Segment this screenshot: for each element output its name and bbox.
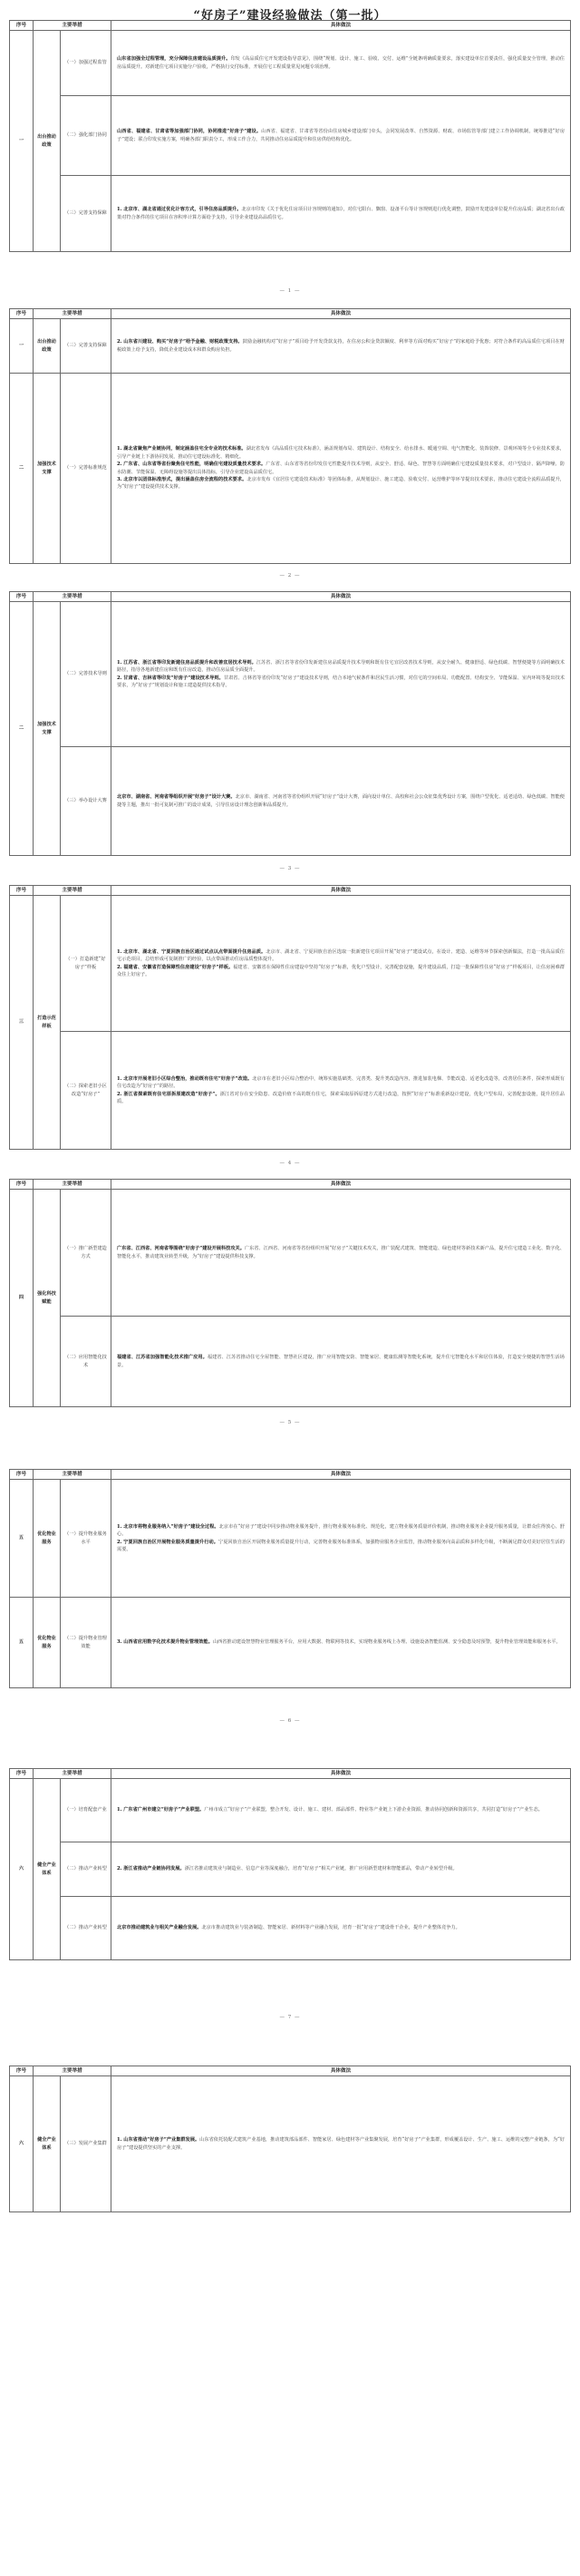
seq-cell: 三 xyxy=(10,896,34,1150)
practice-body: 北京市在“好房子”建设中同步推动物业服务提升，推行物业服务标准化、规范化，建立物业服务质量评价机制，推动物业服务企业提升服务质量，让群众住得放心、舒心。 xyxy=(117,1523,565,1538)
category-cell: 加强技术支撑 xyxy=(34,374,61,564)
practice-cell xyxy=(111,1317,571,1407)
practice-lead: 山西省、福建省、甘肃省等加强部门协同，协同推进“好房子”建设。 xyxy=(117,129,262,135)
practice-body: 广州市成立“好房子”产业联盟，整合开发、设计、施工、建材、部品部件、物业等产业链上下游企业资源，推动协同创新和资源共享，共同打造“好房子”产业生态。 xyxy=(204,1807,543,1813)
measure-cell: （二）提升物业管理效能 xyxy=(61,1598,111,1688)
practice-table xyxy=(9,885,571,1150)
header-practice: 具体做法 xyxy=(111,1470,571,1480)
header-seq: 序号 xyxy=(10,1180,34,1190)
seq-cell: 一 xyxy=(10,319,34,374)
page-number: — 4 — xyxy=(279,1161,301,1166)
practice-cell xyxy=(111,1598,571,1688)
practice-lead: 1. 广东省广州市建立“好房子”产业联盟。 xyxy=(117,1807,205,1813)
practice-cell xyxy=(111,1032,571,1150)
practice-lead: 1. 北京市、湖北省通过优化计容方式，引导住房品质提升。 xyxy=(117,207,242,213)
measure-cell: （二）探索老旧小区改造“好房子” xyxy=(61,1032,111,1150)
category-cell: 强化科技赋能 xyxy=(34,1190,61,1407)
page-4 xyxy=(9,885,571,1150)
seq-cell: 一 xyxy=(10,31,34,252)
practice-lead: 北京市、湖南省、河南省等组织开展“好房子”设计大赛。 xyxy=(117,794,236,801)
measure-cell: （一）提升物业服务水平 xyxy=(61,1480,111,1598)
seq-cell: 四 xyxy=(10,1190,34,1407)
practice-lead: 山东省加强全过程管理，充分保障住房建设品质提升。 xyxy=(117,56,231,63)
page-8 xyxy=(9,2066,571,2212)
practice-cell xyxy=(111,2076,571,2212)
header-measure: 主要举措 xyxy=(34,21,111,31)
header-measure: 主要举措 xyxy=(34,309,111,319)
practice-body: 北京市发布《宜居住宅建设技术标准》等团体标准，从规划设计、施工建造、验收交付、运营维护等环节提出技术要求，推动住宅建设全流程品质提升，为“好房子”建设提供技术支撑。 xyxy=(117,476,565,491)
practice-lead: 2. 浙江省推动产业链协同发展。 xyxy=(117,1866,185,1872)
category-cell: 出台推动政策 xyxy=(34,31,61,252)
practice-lead: 1. 湖北省聚焦产业链协同，制定涵盖住宅全专业的技术标准。 xyxy=(117,446,246,452)
seq-cell: 二 xyxy=(10,602,34,856)
header-practice: 具体做法 xyxy=(111,1769,571,1779)
practice-lead: 3. 山西省应用数字化技术提升物业管理效能。 xyxy=(117,1639,213,1646)
practice-body: 北京市、湖南省、河南省等省份组织开展“好房子”设计大赛，面向设计单位、高校和社会公众征集优秀设计方案，围绕户型优化、适老适幼、绿色低碳、智能便捷等主题，推出一批可复制可推广的设计成果，引导住房设计理念创新和品质提升。 xyxy=(117,794,565,808)
header-practice: 具体做法 xyxy=(111,886,571,896)
measure-cell: （三）举办设计大赛 xyxy=(61,747,111,856)
practice-body: 鼓励金融机构对“好房子”项目给予开发贷款支持，在住房公积金贷款额度、利率等方面对购买“好房子”的家庭给予优惠；对符合条件的高品质住宅项目在财税政策上给予支持，降低企业建设成本和群众购房负担。 xyxy=(117,339,565,353)
header-practice: 具体做法 xyxy=(111,592,571,602)
practice-lead: 2. 浙江省探索既有住宅原拆原建改造“好房子”。 xyxy=(117,1091,220,1097)
practice-body: 山西省、福建省、甘肃省等省份由住房城乡建设部门牵头，会同发展改革、自然资源、财政、市场监管等部门建立工作协调机制，统筹推进“好房子”建设；联合印发实施方案，明确各部门职责分工，形成工作合力，共同推动住房品质提升和住房供给结构优化。 xyxy=(117,129,566,142)
practice-item xyxy=(117,1523,565,1539)
category-cell: 优化物业服务 xyxy=(34,1598,61,1688)
category-cell: 出台推动政策 xyxy=(34,319,61,374)
header-measure: 主要举措 xyxy=(34,1470,111,1480)
measure-cell: （一）推广新型建造方式 xyxy=(61,1190,111,1317)
page-2 xyxy=(9,308,571,564)
page-number: — 7 — xyxy=(279,2015,301,2020)
practice-cell xyxy=(111,96,571,176)
practice-body: 湖北省发布《高品质住宅技术标准》，涵盖规划布局、建筑设计、结构安全、给水排水、暖通空调、电气智能化、装饰装修、景观环境等全专业技术要求，引导产业链上下游协同发展，推动住宅建设标准化、精细化。 xyxy=(117,446,565,460)
header-measure: 主要举措 xyxy=(34,592,111,602)
measure-cell: （二）应用智能化技术 xyxy=(61,1317,111,1407)
practice-item xyxy=(117,964,565,979)
practice-lead: 1. 江苏省、浙江省等印发新建住房品质提升和改善宜居技术导则。 xyxy=(117,659,256,666)
practice-body: 江苏省、浙江省等省份印发新建住房品质提升技术导则和既有住宅宜居改善技术导则，从安全耐久、健康舒适、绿色低碳、智慧便捷等方面明确技术路径，指导各地新建住房和既有住房改造，推动住房品质全面提升。 xyxy=(117,659,565,674)
practice-lead: 1. 北京市、湖北省、宁夏回族自治区通过试点以点带面提升住房品质。 xyxy=(117,948,266,955)
practice-body: 甘肃省、吉林省等省份印发“好房子”建设技术导则，结合本地气候条件和居民生活习惯，对住宅的空间布局、功能配置、结构安全、节能保温、室内环境等提出技术要求，为“好房子”规划设计和施工建造提供技术指导。 xyxy=(117,675,565,688)
header-seq: 序号 xyxy=(10,309,34,319)
page-number: — 6 — xyxy=(279,1718,301,1724)
practice-lead: 2. 山东省川建设、购买“好房子”给予金融、财税政策支持。 xyxy=(117,339,243,345)
practice-body: 福建省、安徽省在保障性住房建设中坚持“好房子”标准，优化户型设计，完善配套设施，提升建设品质，打造一批保障性住房“好房子”样板项目，让住房困难群众住上好房子。 xyxy=(117,964,566,977)
document-title: “好房子”建设经验做法（第一批） xyxy=(193,9,387,23)
practice-body: 浙江省对存在安全隐患、改造价值不高的既有住宅，探索采取原拆原建方式进行改造，按照“好房子”标准重新设计建设，优化户型布局，完善配套设施，提升居住品质。 xyxy=(117,1091,565,1104)
practice-item xyxy=(117,461,565,476)
category-cell: 打造示范样板 xyxy=(34,896,61,1150)
practice-body: 福建省、江苏省推动住宅全屋智能、智慧社区建设，推广应用智能安防、智能家居、健康监测等智能化系统，提升住宅智能化水平和居住体验，打造安全便捷的智慧生活场景。 xyxy=(117,1355,565,1368)
page-number: — 3 — xyxy=(279,866,301,871)
seq-cell: 五 xyxy=(10,1480,34,1598)
practice-lead: 北京市推动建筑业与相关产业融合发展。 xyxy=(117,1925,202,1931)
measure-cell: （一）打造新建“好房子”样板 xyxy=(61,896,111,1032)
practice-table xyxy=(9,1768,571,1960)
practice-item xyxy=(117,1075,565,1091)
practice-table xyxy=(9,308,571,564)
seq-cell: 二 xyxy=(10,374,34,564)
seq-cell: 六 xyxy=(10,1779,34,1960)
page-1 xyxy=(9,20,571,292)
seq-cell: 六 xyxy=(10,2076,34,2212)
header-seq: 序号 xyxy=(10,886,34,896)
category-cell: 优化物业服务 xyxy=(34,1480,61,1598)
practice-cell xyxy=(111,747,571,856)
practice-item xyxy=(117,675,565,690)
header-practice: 具体做法 xyxy=(111,2066,571,2076)
practice-body: 北京市在老旧小区综合整治中，统筹实施基础类、完善类、提升类改造内容，推进加装电梯、节能改造、适老化改造等，改善居住条件，探索形成既有住宅改造为“好房子”的路径。 xyxy=(117,1075,565,1090)
page-number: — 2 — xyxy=(279,573,301,578)
header-measure: 主要举措 xyxy=(34,2066,111,2076)
practice-body: 北京市、湖北省、宁夏回族自治区选取一批新建住宅项目开展“好房子”建设试点，在设计、建造、运维等环节探索创新做法，打造一批高品质住宅示范项目，总结形成可复制推广的经验，以点带面推动住房品质整体提升。 xyxy=(117,948,565,963)
page-5 xyxy=(9,1179,571,1407)
header-practice: 具体做法 xyxy=(111,1180,571,1190)
practice-lead: 2. 广东省、山东省等省份聚焦住宅性能，明确住宅建设质量技术要求。 xyxy=(117,462,266,468)
category-cell: 健全产业体系 xyxy=(34,1779,61,1960)
measure-cell: （一）培育配套产业 xyxy=(61,1779,111,1842)
practice-lead: 1. 北京市开展老旧小区综合整治，推动既有住宅“好房子”改造。 xyxy=(117,1075,253,1082)
practice-body: 北京市印发《关于优化住房项目计容规则的通知》，对住宅阳台、飘窗、设备平台等计容规则进行优化调整，鼓励开发建设单位提升住房品质；湖北省出台政策对符合条件的住宅项目在容积率计算方面给予支持，引导企业建设高品质住宅。 xyxy=(117,207,565,220)
practice-item xyxy=(117,1091,565,1106)
practice-table xyxy=(9,1469,571,1688)
practice-cell xyxy=(111,176,571,252)
practice-cell xyxy=(111,31,571,96)
header-seq: 序号 xyxy=(10,1769,34,1779)
measure-cell: （二）推动产业转型 xyxy=(61,1897,111,1960)
practice-cell xyxy=(111,319,571,374)
practice-lead: 2. 甘肃省、吉林省等印发“好房子”建设技术导则。 xyxy=(117,675,224,681)
measure-cell: （二）推动产业转型 xyxy=(61,1842,111,1897)
page-number: — 5 — xyxy=(279,1420,301,1425)
practice-body: 广东省、山东省等省份印发住宅性能提升技术导则，从安全、舒适、绿色、智慧等方面明确住宅建设质量技术要求，对户型设计、隔声降噪、防水防潮、节能保温、无障碍设施等提出具体指标，引导企业建设高品质住宅。 xyxy=(117,462,565,475)
header-measure: 主要举措 xyxy=(34,1180,111,1190)
measure-cell: （三）完善支持保障 xyxy=(61,319,111,374)
practice-item xyxy=(117,948,565,964)
practice-body: 山东省依托装配式建筑产业基地，推动建筑部品部件、智能家居、绿色建材等产业集聚发展，培育“好房子”产业集群，形成覆盖设计、生产、施工、运维的完整产业链条，为“好房子”建设提供坚实的产业支撑。 xyxy=(117,2137,565,2151)
measure-cell: （三）发展产业集群 xyxy=(61,2076,111,2212)
practice-body: 广东省、江西省、河南省等省份组织开展“好房子”关键技术攻关，推广装配式建筑、智能建造、绿色建材等新技术新产品，提升住宅建造工业化、数字化、智能化水平，推动建筑业转型升级，为“好房子”建设提供科技支撑。 xyxy=(117,1246,565,1259)
practice-lead: 2. 福建省、安徽省打造保障性住房建设“好房子”样板。 xyxy=(117,964,234,970)
practice-body: 印发《高品质住宅开发建设指导意见》，围绕“规划、设计、施工、验收、交付、运维”全链条明确质量要求，落实建设单位首要责任，强化质量安全管理，推动住房品质提升。对新建住宅项目实施分户验收，严格执行交付标准，开展住宅工程质量常见问题专项治理。 xyxy=(117,56,565,70)
seq-cell: 五 xyxy=(10,1598,34,1688)
practice-cell xyxy=(111,1897,571,1960)
practice-cell xyxy=(111,1779,571,1842)
header-seq: 序号 xyxy=(10,1470,34,1480)
practice-item xyxy=(117,659,565,675)
practice-cell xyxy=(111,1480,571,1598)
practice-lead: 广东省、江西省、河南省等围绕“好房子”建设开展科技攻关。 xyxy=(117,1246,245,1252)
measure-cell: （二）强化部门协同 xyxy=(61,96,111,176)
header-practice: 具体做法 xyxy=(111,309,571,319)
practice-table xyxy=(9,591,571,856)
practice-cell xyxy=(111,374,571,564)
practice-lead: 福建省、江苏省加强智能化技术推广应用。 xyxy=(117,1355,208,1361)
header-seq: 序号 xyxy=(10,2066,34,2076)
practice-body: 宁夏回族自治区开展物业服务质量提升行动，完善物业服务标准体系，加强物业服务企业监管，推动物业服务向高品质和多样化升级，不断满足群众对美好居住生活的需要。 xyxy=(117,1539,565,1552)
measure-cell: （二）完善技术导则 xyxy=(61,602,111,747)
practice-body: 浙江省推动建筑业与制造业、信息产业等深度融合，培育“好房子”相关产业链，推广应用新型建材和智能部品，带动产业转型升级。 xyxy=(184,1866,458,1872)
practice-lead: 3. 北京市以团体标准形式，提出涵盖住房全流程的技术要求。 xyxy=(117,476,247,482)
practice-item xyxy=(117,476,565,491)
header-measure: 主要举措 xyxy=(34,1769,111,1779)
measure-cell: （一）完善标准规范 xyxy=(61,374,111,564)
page-3 xyxy=(9,591,571,856)
category-cell: 健全产业体系 xyxy=(34,2076,61,2212)
header-seq: 序号 xyxy=(10,21,34,31)
measure-cell: （一）加强过程监管 xyxy=(61,31,111,96)
measure-cell: （三）完善支持保障 xyxy=(61,176,111,252)
page-7 xyxy=(9,1768,571,1960)
category-cell: 加强技术支撑 xyxy=(34,602,61,856)
header-practice: 具体做法 xyxy=(111,21,571,31)
page-number: — 1 — xyxy=(279,288,301,294)
practice-item xyxy=(117,445,565,461)
practice-body: 山西省推动建设智慧物业管理服务平台，应用大数据、物联网等技术，实现物业服务线上办理、设施设备智能监测、安全隐患及时预警，提升物业管理效能和服务水平。 xyxy=(212,1639,561,1646)
practice-lead: 2. 宁夏回族自治区开展物业服务质量提升行动。 xyxy=(117,1539,218,1545)
header-measure: 主要举措 xyxy=(34,886,111,896)
practice-table xyxy=(9,2066,571,2212)
practice-lead: 1. 山东省推动“好房子”产业集群发展。 xyxy=(117,2137,200,2143)
practice-cell xyxy=(111,602,571,747)
practice-body: 北京市推动建筑业与装备制造、智能家居、新材料等产业融合发展，培育一批“好房子”建设骨干企业，提升产业整体竞争力。 xyxy=(201,1925,460,1931)
header-seq: 序号 xyxy=(10,592,34,602)
page-6 xyxy=(9,1469,571,1688)
practice-cell xyxy=(111,1842,571,1897)
practice-table xyxy=(9,20,571,252)
practice-lead: 1. 北京市将物业服务纳入“好房子”建设全过程。 xyxy=(117,1523,219,1530)
practice-cell xyxy=(111,1190,571,1317)
practice-cell xyxy=(111,896,571,1032)
practice-item xyxy=(117,1539,565,1554)
practice-table xyxy=(9,1179,571,1407)
